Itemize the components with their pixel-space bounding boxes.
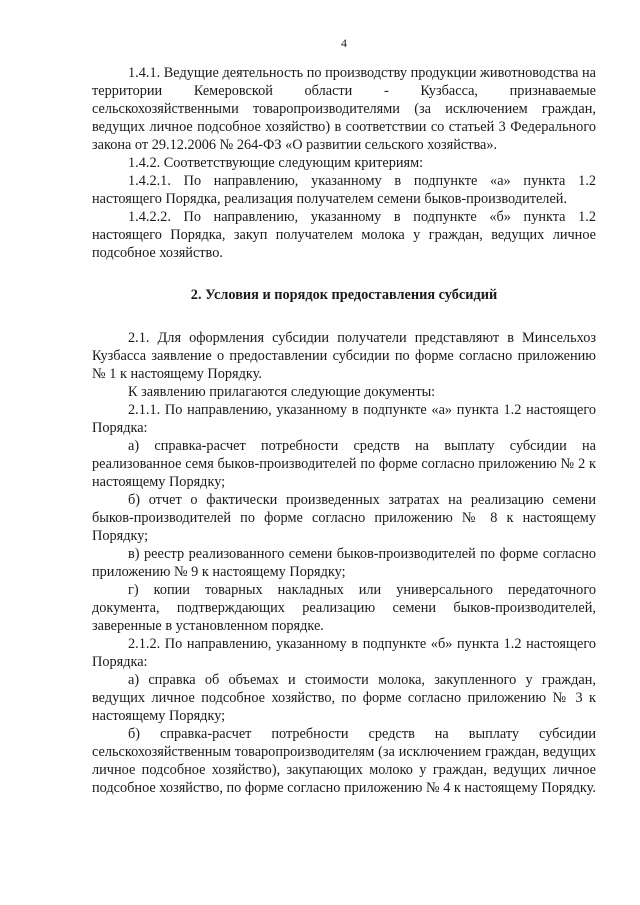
paragraph-1-4-2: 1.4.2. Соответствующие следующим критериям: [128, 155, 424, 171]
list-item-2-1-1-g: г) копии товарных накладных или универсального передаточного документа, подтверждающих реализацию семени быков-производителей, заверенные в установленном порядке. [92, 582, 596, 634]
list-item-2-1-1-v: в) реестр реализованного семени быков-производителей по форме согласно приложению № 9 к настоящему Порядку; [92, 546, 596, 580]
paragraph-1-4-2-1: 1.4.2.1. По направлению, указанному в подпункте «а» пункта 1.2 настоящего Порядка, реализация получателем семени быков-производителей. [92, 173, 596, 207]
document-page [92, 36, 596, 797]
paragraph-1-4-2-2: 1.4.2.2. По направлению, указанному в подпункте «б» пункта 1.2 настоящего Порядка, закуп получателем молока у граждан, ведущих личное подсобное хозяйство. [92, 209, 596, 261]
section-heading: 2. Условия и порядок предоставления субсидий [190, 287, 498, 303]
paragraph-2-1-2: 2.1.2. По направлению, указанному в подпункте «б» пункта 1.2 настоящего Порядка: [92, 636, 596, 670]
paragraph-1-4-1: 1.4.1. Ведущие деятельность по производству продукции животноводства на территории Кемеровской области - Кузбасса, признаваемые сельскохозяйственными товаропроизводителями (за исключением граждан, ведущих личное подсобное хозяйство) в соответствии со статьей 3 Федерального закона от 29.12.2006 № 264-ФЗ «О развитии сельского хозяйства». [92, 65, 596, 153]
list-item-2-1-2-b: б) справка-расчет потребности средств на выплату субсидии сельскохозяйственным товаропроизводителям (за исключением граждан, ведущих личное подсобное хозяйство), закупающих молоко у граждан, ведущих личное подсобное хозяйство, по форме согласно приложению № 4 к настоящему Порядку. [92, 726, 596, 796]
list-item-2-1-2-a: а) справка об объемах и стоимости молока, закупленного у граждан, ведущих личное подсобное хозяйство, по форме согласно приложению № 3 к настоящему Порядку; [92, 672, 596, 724]
list-item-2-1-1-b: б) отчет о фактически произведенных затратах на реализацию семени быков-производителей по форме согласно приложению № 8 к настоящему Порядку; [92, 492, 596, 544]
paragraph-2-1-1: 2.1.1. По направлению, указанному в подпункте «а» пункта 1.2 настоящего Порядка: [92, 402, 596, 436]
page-number: 4 [341, 36, 347, 50]
list-item-2-1-1-a: а) справка-расчет потребности средств на выплату субсидии на реализованное семя быков-производителей по форме согласно приложению № 2 к настоящему Порядку; [92, 438, 596, 490]
paragraph-2-1: 2.1. Для оформления субсидии получатели представляют в Минсельхоз Кузбасса заявление о предоставлении субсидии по форме согласно приложению № 1 к настоящему Порядку. [92, 330, 596, 382]
paragraph-attachments-intro: К заявлению прилагаются следующие документы: [128, 384, 436, 400]
